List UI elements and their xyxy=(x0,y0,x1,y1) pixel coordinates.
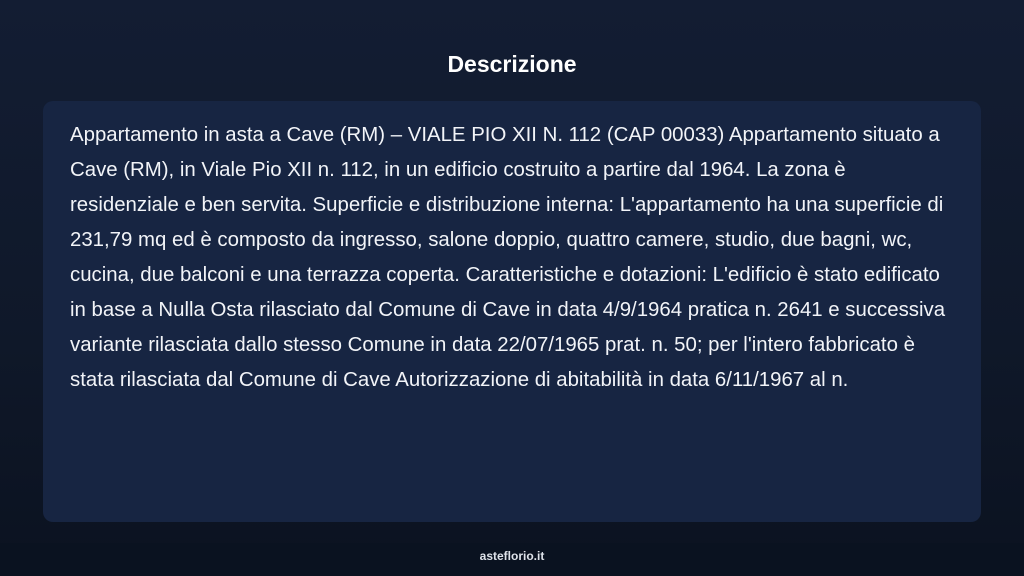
footer-site-label: asteflorio.it xyxy=(0,543,1024,576)
description-text: Appartamento in asta a Cave (RM) – VIALE PIO XII N. 112 (CAP 00033) Appartamento situato a Cave (RM), in Viale Pio XII n. 112, in un edificio costruito a partire dal 1964. La zona è residenziale e ben servita. Superficie e distribuzione interna: L'appartamento ha una superficie di 231,79 mq ed è composto da ingresso, salone doppio, quattro camere, studio, due bagni, wc, cucina, due balconi e una terrazza coperta. Caratteristiche e dotazioni: L'edificio è stato edificato in base a Nulla Osta rilasciato dal Comune di Cave in data 4/9/1964 pratica n. 2641 e successiva variante rilasciata dallo stesso Comune in data 22/07/1965 prat. n. 50; per l'intero fabbricato è stata rilasciata dal Comune di Cave Autorizzazione di abitabilità in data 6/11/1967 al n. xyxy=(70,124,946,391)
page-title: Descrizione xyxy=(447,51,577,77)
description-card xyxy=(43,101,981,522)
